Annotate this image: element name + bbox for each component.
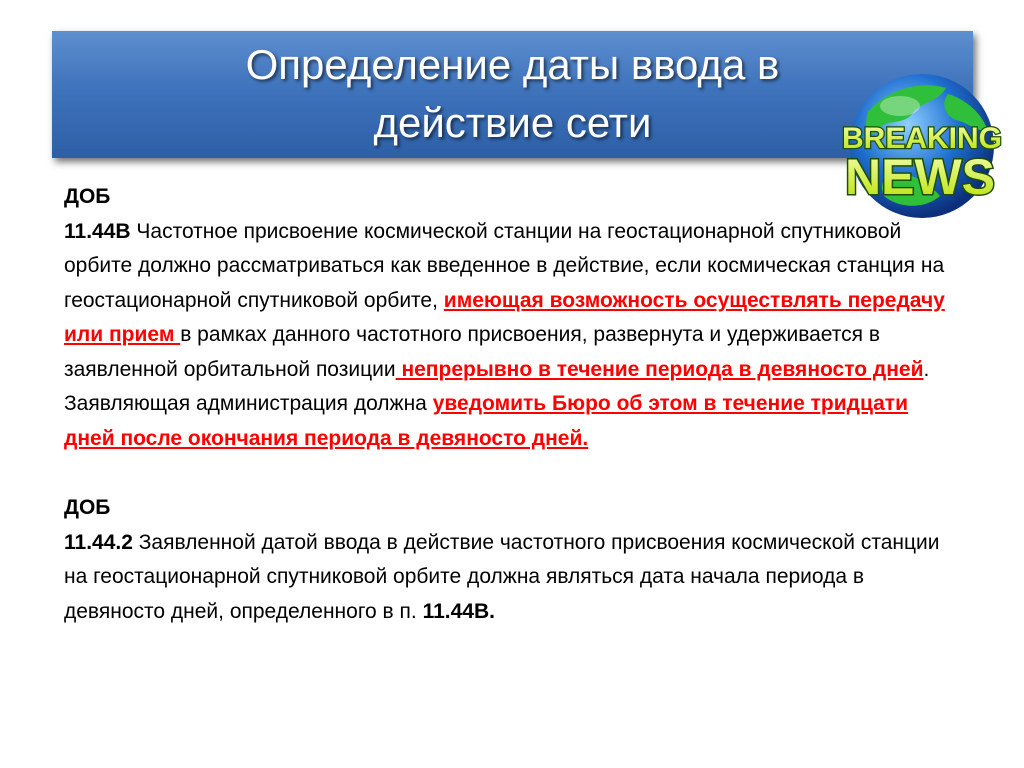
section1-text-2: в рамках данного частотного присвоения, развернута и удерживается в заявленной орбитальной позиции [64, 323, 881, 381]
title-line-1: Определение даты ввода в [245, 41, 780, 88]
section1-number: 11.44B [64, 219, 131, 243]
section1-highlight-1: имеющая возможность осуществлять передачу или прием [64, 288, 945, 346]
logo-text-news: NEWS [845, 149, 995, 205]
section1-text-3: . Заявляющая администрация должна [64, 357, 930, 415]
section2-number: 11.44.2 [64, 530, 133, 554]
title-line-2: действие сети [373, 99, 652, 146]
section1-text-1: Частотное присвоение космической станции на геостационарной спутниковой орбите должно рассматриваться как введенное в действие, если космическая станция на геостационарной спутниковой орбите, [64, 219, 945, 312]
section2-label: ДОБ [64, 496, 111, 519]
section1-paragraph [64, 215, 964, 457]
section1-highlight-2: непрерывно в течение периода в девяносто дней [395, 357, 924, 381]
section1-label: ДОБ [64, 185, 111, 208]
logo-text-breaking: BREAKING [841, 122, 1003, 155]
section2-paragraph [64, 526, 964, 630]
section-spacer [64, 456, 964, 491]
slide-body [64, 180, 964, 629]
section2-reference: 11.44B. [422, 599, 495, 623]
section2-text-1: Заявленной датой ввода в действие частотного присвоения космической станции на геостационарной спутниковой орбите должна являться дата начала периода в девяносто дней, определенного в п. [64, 530, 940, 623]
section1-highlight-3: уведомить Бюро об этом в течение тридцати дней после окончания периода в девяносто дней. [64, 392, 909, 450]
